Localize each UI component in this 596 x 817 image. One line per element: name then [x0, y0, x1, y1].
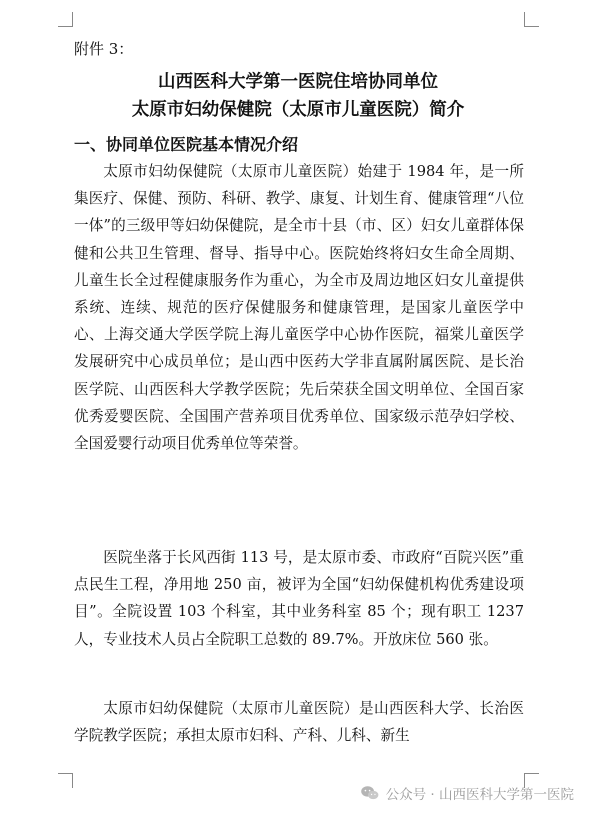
paragraph-2: 医院坐落于长风西街 113 号，是太原市委、市政府“百院兴医”重点民生工程，净用地 250 亩，被评为全国“妇幼保健机构优秀建设项目”。全院设置 103 个科室，其中业务科室 85 个；现有职工 1237 人，专业技术人员占全院职工总数的 89.7%。开放床位 560 张。	[74, 549, 524, 648]
paragraph-1: 太原市妇幼保健院（太原市儿童医院）始建于 1984 年，是一所集医疗、保健、预防、科研、教学、康复、计划生育、健康管理“八位一体”的三级甲等妇幼保健院，是全市十县（市、区）妇女儿童群体保健和公共卫生管理、督导、指导中心。医院始终将妇女生命全周期、儿童生长全过程健康服务作为重心，为全市及周边地区妇女儿童提供系统、连续、规范的医疗保健服务和健康管理，是国家儿童医学中心、上海交通大学医学院上海儿童医学中心协作医院，福棠儿童医学发展研究中心成员单位；是山西中医药大学非直属附属医院、是长治医学院、山西医科大学教学医院；先后荣获全国文明单位、全国百家优秀爱婴医院、全国围产营养项目优秀单位、国家级示范孕妇学校、全国爱婴行动项目优秀单位等荣誉。	[74, 163, 524, 453]
attachment-label: 附件 3：	[74, 40, 134, 58]
watermark	[360, 783, 574, 803]
crop-mark-top-right	[524, 12, 539, 27]
document-title-line-1: 山西医科大学第一医院住培协同单位	[158, 72, 438, 92]
crop-mark-bottom-left	[58, 773, 73, 788]
document-title-line-2: 太原市妇幼保健院（太原市儿童医院）简介	[131, 100, 465, 120]
paragraph-3: 太原市妇幼保健院（太原市儿童医院）是山西医科大学、长治医学院教学医院；承担太原市妇科、产科、儿科、新生	[74, 700, 524, 745]
crop-mark-top-left	[58, 12, 73, 27]
section-heading: 一、协同单位医院基本情况介绍	[74, 135, 299, 154]
wechat-icon	[360, 785, 380, 801]
watermark-text: 公众号 · 山西医科大学第一医院	[385, 787, 574, 803]
